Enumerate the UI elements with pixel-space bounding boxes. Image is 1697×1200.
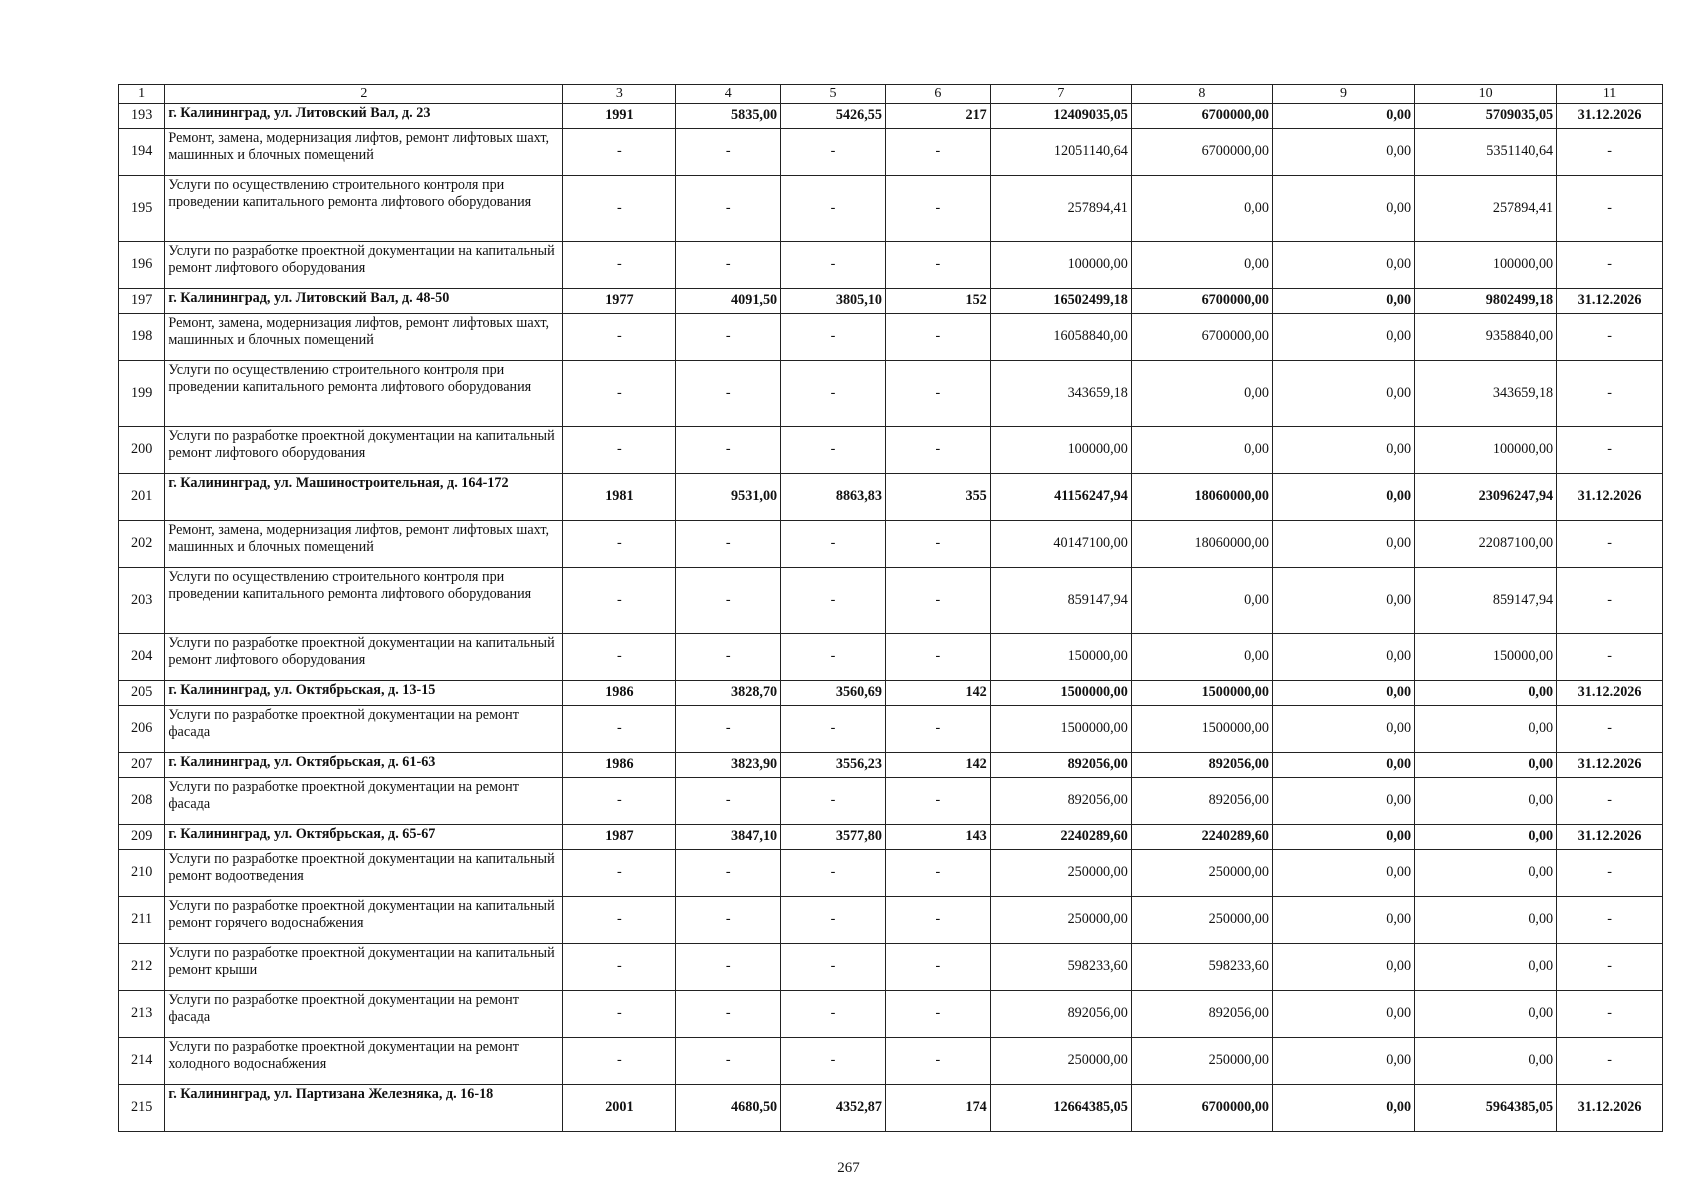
fund-cost-cell: 250000,00 (1131, 1038, 1272, 1085)
area-living-cell: - (781, 897, 886, 944)
item-name: г. Калининград, ул. Литовский Вал, д. 23 (165, 104, 563, 129)
total-cost-cell: 40147100,00 (990, 521, 1131, 568)
work-item-row (119, 944, 1663, 991)
area-living-cell: - (781, 634, 886, 681)
year-cell: - (563, 634, 676, 681)
budget-cost-cell: 0,00 (1272, 753, 1414, 778)
owners-cost-cell: 0,00 (1415, 825, 1557, 850)
row-number: 208 (119, 778, 165, 825)
deadline-cell: 31.12.2026 (1557, 474, 1663, 521)
area-total-cell: - (676, 176, 781, 242)
year-cell: - (563, 242, 676, 289)
owners-cost-cell: 100000,00 (1415, 242, 1557, 289)
area-living-cell: 3556,23 (781, 753, 886, 778)
owners-cost-cell: 100000,00 (1415, 427, 1557, 474)
area-living-cell: - (781, 991, 886, 1038)
item-name: Ремонт, замена, модернизация лифтов, ремонт лифтовых шахт, машинных и блочных помещений (165, 314, 563, 361)
area-living-cell: 4352,87 (781, 1085, 886, 1132)
work-item-row (119, 568, 1663, 634)
year-cell: - (563, 1038, 676, 1085)
work-item-row (119, 634, 1663, 681)
budget-cost-cell: 0,00 (1272, 681, 1414, 706)
total-cost-cell: 100000,00 (990, 427, 1131, 474)
deadline-cell: - (1557, 778, 1663, 825)
column-header: 5 (781, 85, 886, 104)
budget-cost-cell: 0,00 (1272, 242, 1414, 289)
fund-cost-cell: 18060000,00 (1131, 474, 1272, 521)
area-total-cell: - (676, 314, 781, 361)
budget-cost-cell: 0,00 (1272, 634, 1414, 681)
year-cell: - (563, 427, 676, 474)
owners-cost-cell: 0,00 (1415, 753, 1557, 778)
fund-cost-cell: 0,00 (1131, 361, 1272, 427)
owners-cost-cell: 9358840,00 (1415, 314, 1557, 361)
deadline-cell: - (1557, 850, 1663, 897)
area-living-cell: - (781, 706, 886, 753)
residents-cell: 152 (885, 289, 990, 314)
area-living-cell: 3805,10 (781, 289, 886, 314)
area-living-cell: - (781, 521, 886, 568)
fund-cost-cell: 598233,60 (1131, 944, 1272, 991)
total-cost-cell: 100000,00 (990, 242, 1131, 289)
area-total-cell: 3823,90 (676, 753, 781, 778)
area-living-cell: 3560,69 (781, 681, 886, 706)
row-number: 215 (119, 1085, 165, 1132)
deadline-cell: - (1557, 1038, 1663, 1085)
area-living-cell: - (781, 361, 886, 427)
area-total-cell: - (676, 427, 781, 474)
residents-cell: - (885, 897, 990, 944)
row-number: 207 (119, 753, 165, 778)
budget-cost-cell: 0,00 (1272, 850, 1414, 897)
item-name: Услуги по разработке проектной документации на капитальный ремонт водоотведения (165, 850, 563, 897)
deadline-cell: - (1557, 427, 1663, 474)
residents-cell: - (885, 944, 990, 991)
residents-cell: - (885, 242, 990, 289)
row-number: 198 (119, 314, 165, 361)
building-row (119, 289, 1663, 314)
item-name: Услуги по разработке проектной документации на капитальный ремонт лифтового оборудования (165, 427, 563, 474)
residents-cell: - (885, 634, 990, 681)
fund-cost-cell: 6700000,00 (1131, 129, 1272, 176)
item-name: Услуги по осуществлению строительного контроля при проведении капитального ремонта лифтового оборудования (165, 568, 563, 634)
item-name: Услуги по разработке проектной документации на ремонт фасада (165, 991, 563, 1038)
fund-cost-cell: 1500000,00 (1131, 681, 1272, 706)
owners-cost-cell: 0,00 (1415, 850, 1557, 897)
area-total-cell: - (676, 897, 781, 944)
item-name: Услуги по разработке проектной документации на ремонт фасада (165, 706, 563, 753)
row-number: 202 (119, 521, 165, 568)
area-total-cell: - (676, 850, 781, 897)
owners-cost-cell: 5964385,05 (1415, 1085, 1557, 1132)
column-header: 10 (1415, 85, 1557, 104)
total-cost-cell: 250000,00 (990, 850, 1131, 897)
budget-cost-cell: 0,00 (1272, 991, 1414, 1038)
item-name: Услуги по осуществлению строительного контроля при проведении капитального ремонта лифтового оборудования (165, 361, 563, 427)
area-total-cell: 3828,70 (676, 681, 781, 706)
fund-cost-cell: 0,00 (1131, 176, 1272, 242)
total-cost-cell: 12051140,64 (990, 129, 1131, 176)
page-number: 267 (837, 1160, 860, 1176)
item-name: Услуги по разработке проектной документации на ремонт холодного водоснабжения (165, 1038, 563, 1085)
item-name: г. Калининград, ул. Партизана Железняка, д. 16-18 (165, 1085, 563, 1132)
budget-cost-cell: 0,00 (1272, 289, 1414, 314)
column-header: 4 (676, 85, 781, 104)
deadline-cell: 31.12.2026 (1557, 104, 1663, 129)
residents-cell: - (885, 778, 990, 825)
building-row (119, 104, 1663, 129)
deadline-cell: - (1557, 706, 1663, 753)
building-row (119, 474, 1663, 521)
total-cost-cell: 598233,60 (990, 944, 1131, 991)
area-total-cell: 3847,10 (676, 825, 781, 850)
row-number: 194 (119, 129, 165, 176)
owners-cost-cell: 150000,00 (1415, 634, 1557, 681)
total-cost-cell: 343659,18 (990, 361, 1131, 427)
deadline-cell: - (1557, 568, 1663, 634)
residents-cell: - (885, 176, 990, 242)
owners-cost-cell: 22087100,00 (1415, 521, 1557, 568)
fund-cost-cell: 250000,00 (1131, 897, 1272, 944)
item-name: Услуги по разработке проектной документации на капитальный ремонт лифтового оборудования (165, 634, 563, 681)
area-living-cell: - (781, 427, 886, 474)
item-name: г. Калининград, ул. Октябрьская, д. 65-67 (165, 825, 563, 850)
residents-cell: - (885, 850, 990, 897)
total-cost-cell: 12409035,05 (990, 104, 1131, 129)
deadline-cell: 31.12.2026 (1557, 753, 1663, 778)
deadline-cell: - (1557, 521, 1663, 568)
area-living-cell: - (781, 850, 886, 897)
owners-cost-cell: 343659,18 (1415, 361, 1557, 427)
item-name: Услуги по разработке проектной документации на капитальный ремонт горячего водоснабжения (165, 897, 563, 944)
work-item-row (119, 361, 1663, 427)
item-name: Ремонт, замена, модернизация лифтов, ремонт лифтовых шахт, машинных и блочных помещений (165, 521, 563, 568)
residents-cell: 142 (885, 681, 990, 706)
residents-cell: - (885, 361, 990, 427)
residents-cell: - (885, 427, 990, 474)
total-cost-cell: 257894,41 (990, 176, 1131, 242)
residents-cell: 142 (885, 753, 990, 778)
deadline-cell: - (1557, 897, 1663, 944)
work-item-row (119, 1038, 1663, 1085)
work-item-row (119, 991, 1663, 1038)
item-name: Услуги по осуществлению строительного контроля при проведении капитального ремонта лифтового оборудования (165, 176, 563, 242)
area-living-cell: 8863,83 (781, 474, 886, 521)
table-body (119, 104, 1663, 1132)
fund-cost-cell: 1500000,00 (1131, 706, 1272, 753)
year-cell: - (563, 897, 676, 944)
work-item-row (119, 314, 1663, 361)
budget-cost-cell: 0,00 (1272, 314, 1414, 361)
year-cell: - (563, 944, 676, 991)
owners-cost-cell: 0,00 (1415, 778, 1557, 825)
residents-cell: - (885, 991, 990, 1038)
column-header: 2 (165, 85, 563, 104)
year-cell: - (563, 850, 676, 897)
owners-cost-cell: 5709035,05 (1415, 104, 1557, 129)
total-cost-cell: 892056,00 (990, 753, 1131, 778)
area-total-cell: 9531,00 (676, 474, 781, 521)
work-item-row (119, 242, 1663, 289)
area-living-cell: - (781, 242, 886, 289)
fund-cost-cell: 250000,00 (1131, 850, 1272, 897)
area-living-cell: - (781, 778, 886, 825)
area-total-cell: - (676, 521, 781, 568)
building-row (119, 753, 1663, 778)
deadline-cell: 31.12.2026 (1557, 681, 1663, 706)
column-header: 8 (1131, 85, 1272, 104)
budget-cost-cell: 0,00 (1272, 1085, 1414, 1132)
budget-cost-cell: 0,00 (1272, 778, 1414, 825)
residents-cell: - (885, 521, 990, 568)
area-living-cell: - (781, 568, 886, 634)
budget-cost-cell: 0,00 (1272, 427, 1414, 474)
row-number: 214 (119, 1038, 165, 1085)
fund-cost-cell: 0,00 (1131, 568, 1272, 634)
year-cell: - (563, 991, 676, 1038)
fund-cost-cell: 2240289,60 (1131, 825, 1272, 850)
fund-cost-cell: 892056,00 (1131, 991, 1272, 1038)
deadline-cell: - (1557, 361, 1663, 427)
row-number: 204 (119, 634, 165, 681)
deadline-cell: - (1557, 242, 1663, 289)
row-number: 196 (119, 242, 165, 289)
row-number: 193 (119, 104, 165, 129)
row-number: 197 (119, 289, 165, 314)
budget-cost-cell: 0,00 (1272, 897, 1414, 944)
area-total-cell: - (676, 361, 781, 427)
owners-cost-cell: 0,00 (1415, 706, 1557, 753)
area-total-cell: 4091,50 (676, 289, 781, 314)
year-cell: - (563, 778, 676, 825)
total-cost-cell: 1500000,00 (990, 706, 1131, 753)
row-number: 195 (119, 176, 165, 242)
area-living-cell: 5426,55 (781, 104, 886, 129)
column-header: 3 (563, 85, 676, 104)
budget-cost-cell: 0,00 (1272, 104, 1414, 129)
owners-cost-cell: 5351140,64 (1415, 129, 1557, 176)
work-item-row (119, 850, 1663, 897)
owners-cost-cell: 0,00 (1415, 681, 1557, 706)
owners-cost-cell: 0,00 (1415, 1038, 1557, 1085)
total-cost-cell: 12664385,05 (990, 1085, 1131, 1132)
budget-cost-cell: 0,00 (1272, 361, 1414, 427)
row-number: 206 (119, 706, 165, 753)
total-cost-cell: 892056,00 (990, 778, 1131, 825)
budget-cost-cell: 0,00 (1272, 1038, 1414, 1085)
fund-cost-cell: 6700000,00 (1131, 104, 1272, 129)
deadline-cell: - (1557, 991, 1663, 1038)
row-number: 212 (119, 944, 165, 991)
year-cell: 1987 (563, 825, 676, 850)
total-cost-cell: 1500000,00 (990, 681, 1131, 706)
work-item-row (119, 706, 1663, 753)
row-number: 205 (119, 681, 165, 706)
year-cell: 1977 (563, 289, 676, 314)
building-row (119, 681, 1663, 706)
fund-cost-cell: 6700000,00 (1131, 1085, 1272, 1132)
year-cell: 2001 (563, 1085, 676, 1132)
area-total-cell: - (676, 129, 781, 176)
area-total-cell: - (676, 706, 781, 753)
fund-cost-cell: 6700000,00 (1131, 289, 1272, 314)
deadline-cell: 31.12.2026 (1557, 1085, 1663, 1132)
fund-cost-cell: 892056,00 (1131, 778, 1272, 825)
year-cell: - (563, 521, 676, 568)
owners-cost-cell: 9802499,18 (1415, 289, 1557, 314)
total-cost-cell: 150000,00 (990, 634, 1131, 681)
budget-cost-cell: 0,00 (1272, 176, 1414, 242)
deadline-cell: - (1557, 314, 1663, 361)
row-number: 213 (119, 991, 165, 1038)
budget-cost-cell: 0,00 (1272, 944, 1414, 991)
budget-cost-cell: 0,00 (1272, 474, 1414, 521)
area-living-cell: - (781, 176, 886, 242)
item-name: г. Калининград, ул. Октябрьская, д. 61-63 (165, 753, 563, 778)
column-header: 6 (885, 85, 990, 104)
area-total-cell: - (676, 991, 781, 1038)
row-number: 201 (119, 474, 165, 521)
deadline-cell: - (1557, 944, 1663, 991)
budget-cost-cell: 0,00 (1272, 129, 1414, 176)
residents-cell: - (885, 1038, 990, 1085)
row-number: 210 (119, 850, 165, 897)
year-cell: 1981 (563, 474, 676, 521)
fund-cost-cell: 6700000,00 (1131, 314, 1272, 361)
item-name: Услуги по разработке проектной документации на ремонт фасада (165, 778, 563, 825)
work-item-row (119, 427, 1663, 474)
area-total-cell: - (676, 634, 781, 681)
item-name: Ремонт, замена, модернизация лифтов, ремонт лифтовых шахт, машинных и блочных помещений (165, 129, 563, 176)
column-header: 1 (119, 85, 165, 104)
year-cell: - (563, 314, 676, 361)
row-number: 199 (119, 361, 165, 427)
area-total-cell: - (676, 778, 781, 825)
work-item-row (119, 778, 1663, 825)
residents-cell: 143 (885, 825, 990, 850)
work-item-row (119, 897, 1663, 944)
area-living-cell: - (781, 944, 886, 991)
residents-cell: 355 (885, 474, 990, 521)
deadline-cell: - (1557, 129, 1663, 176)
total-cost-cell: 16058840,00 (990, 314, 1131, 361)
year-cell: - (563, 361, 676, 427)
fund-cost-cell: 0,00 (1131, 427, 1272, 474)
work-item-row (119, 129, 1663, 176)
owners-cost-cell: 0,00 (1415, 897, 1557, 944)
row-number: 211 (119, 897, 165, 944)
area-total-cell: - (676, 944, 781, 991)
fund-cost-cell: 0,00 (1131, 242, 1272, 289)
area-total-cell: - (676, 1038, 781, 1085)
year-cell: - (563, 706, 676, 753)
column-header: 9 (1272, 85, 1414, 104)
column-number-header-row (119, 85, 1663, 104)
deadline-cell: - (1557, 176, 1663, 242)
fund-cost-cell: 18060000,00 (1131, 521, 1272, 568)
fund-cost-cell: 892056,00 (1131, 753, 1272, 778)
deadline-cell: 31.12.2026 (1557, 825, 1663, 850)
year-cell: 1986 (563, 753, 676, 778)
column-header: 7 (990, 85, 1131, 104)
budget-cost-cell: 0,00 (1272, 521, 1414, 568)
owners-cost-cell: 859147,94 (1415, 568, 1557, 634)
building-row (119, 1085, 1663, 1132)
work-item-row (119, 176, 1663, 242)
owners-cost-cell: 0,00 (1415, 991, 1557, 1038)
year-cell: - (563, 176, 676, 242)
deadline-cell: - (1557, 634, 1663, 681)
area-total-cell: 5835,00 (676, 104, 781, 129)
item-name: г. Калининград, ул. Литовский Вал, д. 48-50 (165, 289, 563, 314)
row-number: 203 (119, 568, 165, 634)
owners-cost-cell: 23096247,94 (1415, 474, 1557, 521)
repair-program-table (118, 84, 1663, 1132)
row-number: 209 (119, 825, 165, 850)
residents-cell: - (885, 129, 990, 176)
column-header: 11 (1557, 85, 1663, 104)
item-name: г. Калининград, ул. Октябрьская, д. 13-15 (165, 681, 563, 706)
residents-cell: 217 (885, 104, 990, 129)
residents-cell: - (885, 314, 990, 361)
total-cost-cell: 16502499,18 (990, 289, 1131, 314)
fund-cost-cell: 0,00 (1131, 634, 1272, 681)
area-living-cell: - (781, 314, 886, 361)
item-name: г. Калининград, ул. Машиностроительная, д. 164-172 (165, 474, 563, 521)
area-living-cell: - (781, 129, 886, 176)
total-cost-cell: 41156247,94 (990, 474, 1131, 521)
year-cell: 1991 (563, 104, 676, 129)
residents-cell: - (885, 568, 990, 634)
year-cell: 1986 (563, 681, 676, 706)
row-number: 200 (119, 427, 165, 474)
area-total-cell: - (676, 242, 781, 289)
total-cost-cell: 250000,00 (990, 897, 1131, 944)
building-row (119, 825, 1663, 850)
residents-cell: 174 (885, 1085, 990, 1132)
item-name: Услуги по разработке проектной документации на капитальный ремонт крыши (165, 944, 563, 991)
area-living-cell: - (781, 1038, 886, 1085)
area-living-cell: 3577,80 (781, 825, 886, 850)
total-cost-cell: 892056,00 (990, 991, 1131, 1038)
item-name: Услуги по разработке проектной документации на капитальный ремонт лифтового оборудования (165, 242, 563, 289)
budget-cost-cell: 0,00 (1272, 825, 1414, 850)
total-cost-cell: 2240289,60 (990, 825, 1131, 850)
deadline-cell: 31.12.2026 (1557, 289, 1663, 314)
total-cost-cell: 859147,94 (990, 568, 1131, 634)
work-item-row (119, 521, 1663, 568)
year-cell: - (563, 568, 676, 634)
owners-cost-cell: 0,00 (1415, 944, 1557, 991)
owners-cost-cell: 257894,41 (1415, 176, 1557, 242)
residents-cell: - (885, 706, 990, 753)
area-total-cell: - (676, 568, 781, 634)
area-total-cell: 4680,50 (676, 1085, 781, 1132)
year-cell: - (563, 129, 676, 176)
budget-cost-cell: 0,00 (1272, 568, 1414, 634)
budget-cost-cell: 0,00 (1272, 706, 1414, 753)
total-cost-cell: 250000,00 (990, 1038, 1131, 1085)
